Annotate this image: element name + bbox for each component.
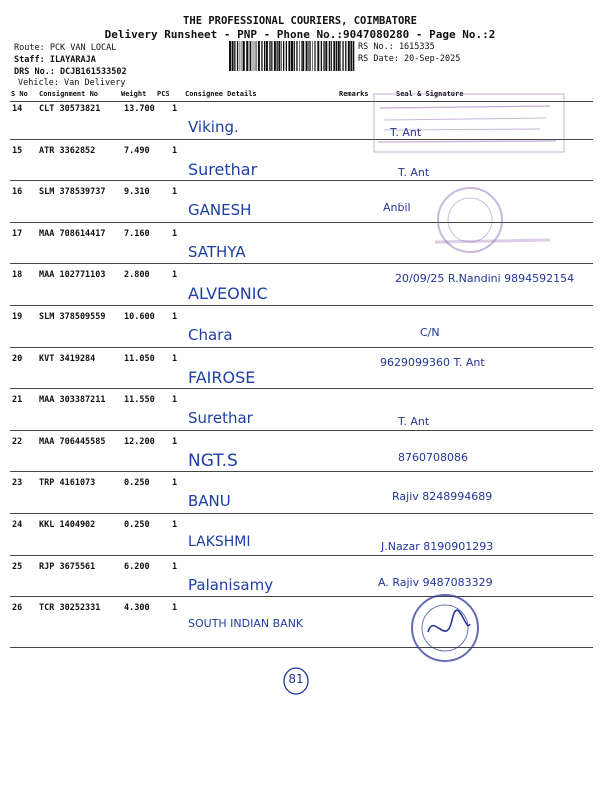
row-sno: 20	[12, 353, 23, 364]
barcode-graphic	[229, 41, 355, 71]
row-weight: 11.550	[124, 395, 155, 406]
col-sno: S No	[11, 90, 28, 98]
row-consignee: GANESH	[188, 201, 252, 220]
row-signature: Anbil	[383, 201, 411, 215]
row-divider	[10, 430, 593, 431]
rs-date: RS Date: 20-Sep-2025	[358, 54, 461, 64]
company-stamp-top	[370, 88, 570, 158]
row-pcs: 1	[172, 270, 178, 281]
row-consignment: TRP 4161073	[39, 478, 96, 489]
row-pcs: 1	[172, 478, 178, 489]
col-weight: Weight	[121, 90, 147, 98]
drs-number: DRS No.: DCJB161533502	[14, 67, 127, 77]
row-signature: T. Ant	[390, 126, 422, 139]
row-weight: 7.160	[124, 228, 150, 239]
row-weight: 9.310	[124, 187, 150, 198]
row-pcs: 1	[172, 603, 178, 614]
table-bottom-divider	[10, 647, 593, 648]
row-sno: 19	[12, 312, 23, 322]
row-sno: 18	[12, 270, 23, 281]
row-weight: 0.250	[124, 478, 150, 489]
rs-number: RS No.: 1615335	[358, 42, 435, 52]
row-pcs: 1	[172, 561, 178, 572]
row-pcs: 1	[172, 228, 178, 239]
row-consignment: ATR 3362852	[39, 145, 96, 156]
row-consignee: LAKSHMI	[188, 534, 251, 550]
bank-stamp-round	[400, 590, 500, 670]
row-consignment: KKL 1404902	[39, 520, 96, 530]
row-signature: T. Ant	[398, 165, 430, 179]
row-consignee: NGT.S	[188, 450, 238, 471]
row-divider	[10, 596, 593, 597]
row-sno: 14	[12, 104, 23, 114]
row-weight: 7.490	[124, 145, 150, 156]
row-sno: 26	[12, 603, 23, 614]
row-sno: 24	[12, 520, 23, 530]
row-consignment: CLT 30573821	[39, 104, 101, 114]
runsheet-title: Delivery Runsheet - PNP - Phone No.:9047080280 - Page No.:2	[104, 28, 496, 41]
row-signature: J.Nazar 8190901293	[381, 540, 494, 553]
row-consignment: KVT 3419284	[39, 353, 96, 364]
row-consignee: Surethar	[188, 159, 258, 179]
row-consignment: MAA 706445585	[39, 436, 106, 447]
company-stamp-round	[415, 182, 555, 272]
row-pcs: 1	[172, 520, 178, 530]
row-consignment: SLM 378539737	[39, 187, 106, 198]
row-pcs: 1	[172, 187, 178, 198]
row-weight: 6.200	[124, 561, 150, 572]
row-consignment: MAA 708614417	[39, 228, 106, 239]
row-consignee: FAIROSE	[188, 367, 256, 387]
row-weight: 10.600	[124, 312, 155, 322]
row-consignee: Palanisamy	[188, 575, 274, 594]
row-weight: 13.700	[124, 104, 155, 114]
row-sno: 23	[12, 478, 23, 489]
vehicle-label: Vehicle: Van Delivery	[18, 78, 126, 88]
row-consignee: ALVEONIC	[188, 284, 268, 304]
row-consignee: BANU	[188, 492, 231, 511]
row-sno: 17	[12, 228, 23, 239]
row-pcs: 1	[172, 145, 178, 156]
row-consignment: RJP 3675561	[39, 561, 96, 572]
row-consignee: Viking.	[188, 118, 239, 136]
row-divider	[10, 555, 593, 556]
row-weight: 0.250	[124, 520, 150, 530]
row-sno: 16	[12, 187, 23, 198]
row-consignment: MAA 303387211	[39, 395, 106, 406]
row-consignment: SLM 378509559	[39, 312, 106, 322]
row-pcs: 1	[172, 395, 178, 406]
row-signature: 8760708086	[398, 450, 468, 464]
row-signature: Rajiv 8248994689	[392, 490, 493, 504]
row-divider	[10, 347, 593, 348]
row-sno: 22	[12, 436, 23, 447]
row-consignment: TCR 30252331	[39, 603, 101, 614]
row-sno: 21	[12, 395, 23, 406]
page-count-text: 81	[288, 672, 304, 686]
row-weight: 12.200	[124, 436, 155, 447]
row-pcs: 1	[172, 436, 178, 447]
row-sno: 15	[12, 145, 23, 156]
row-divider	[10, 513, 593, 514]
row-consignee: SATHYA	[188, 242, 246, 261]
page-count-circle	[282, 666, 310, 696]
row-weight: 2.800	[124, 270, 150, 281]
row-signature: T. Ant	[398, 415, 430, 429]
col-pcs: PCS	[157, 90, 170, 98]
row-pcs: 1	[172, 353, 178, 364]
col-consignment: Consignment No	[39, 90, 99, 98]
route-label: Route: PCK VAN LOCAL	[14, 43, 117, 53]
col-consignee: Consignee Details	[185, 90, 257, 98]
row-consignee: Surethar	[188, 409, 253, 428]
col-remarks: Remarks	[339, 90, 369, 98]
col-seal-signature: Seal & Signature	[396, 90, 464, 98]
row-divider	[10, 305, 593, 306]
row-consignee: SOUTH INDIAN BANK	[188, 617, 304, 631]
row-divider	[10, 388, 593, 389]
row-signature: A. Rajiv 9487083329	[378, 575, 493, 589]
row-divider	[10, 471, 593, 472]
row-signature: C/N	[420, 326, 440, 339]
staff-label: Staff: ILAYARAJA	[14, 55, 96, 65]
row-consignment: MAA 102771103	[39, 270, 106, 281]
row-consignee: Chara	[188, 326, 233, 344]
row-weight: 4.300	[124, 603, 150, 614]
row-signature: 20/09/25 R.Nandini 9894592154	[395, 272, 575, 286]
row-signature: 9629099360 T. Ant	[380, 355, 485, 369]
row-pcs: 1	[172, 312, 178, 322]
row-pcs: 1	[172, 104, 178, 114]
company-name: THE PROFESSIONAL COURIERS, COIMBATORE	[183, 15, 417, 27]
row-weight: 11.050	[124, 353, 155, 364]
row-sno: 25	[12, 561, 23, 572]
